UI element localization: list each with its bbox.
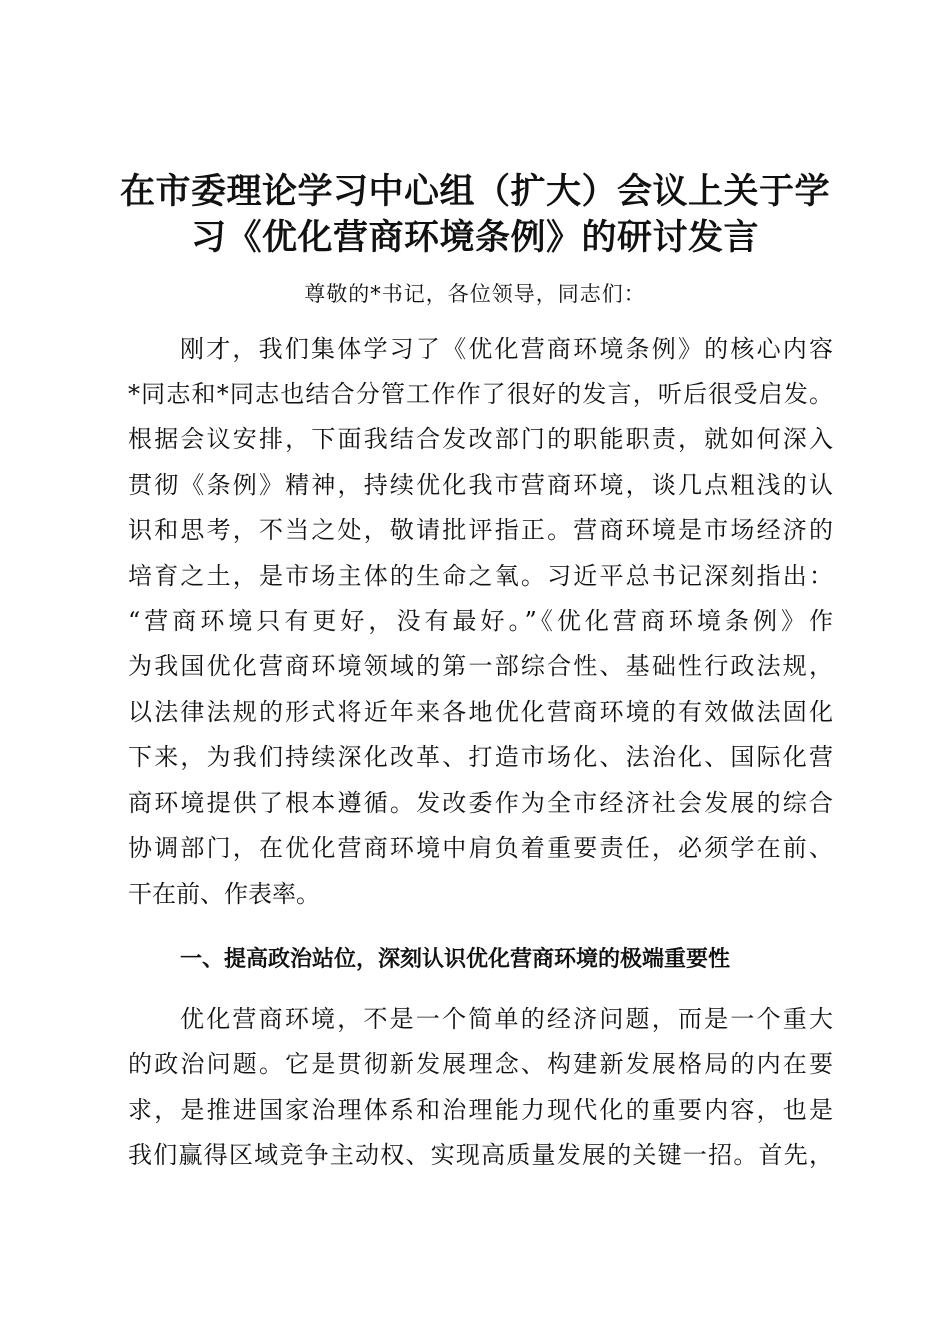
paragraph-line: 求，是推进国家治理体系和治理能力现代化的重要内容，也是: [128, 1096, 833, 1124]
section-heading-1: 一、提高政治站位，深刻认识优化营商环境的极端重要性: [180, 947, 731, 972]
paragraph-line: “营商环境只有更好，没有最好。”《优化营商环境条例》作: [128, 607, 833, 635]
paragraph-line: 贯彻《条例》精神，持续优化我市营商环境，谈几点粗浅的认: [128, 471, 833, 499]
document-title-line-1: 在市委理论学习中心组（扩大）会议上关于学: [119, 171, 830, 212]
document-title-line-2: 习《优化营商环境条例》的研讨发言: [190, 217, 759, 258]
paragraph-1: [128, 334, 833, 934]
paragraph-line: 刚才，我们集体学习了《优化营商环境条例》的核心内容: [180, 335, 833, 363]
paragraph-line: 为我国优化营商环境领域的第一部综合性、基础性行政法规，: [128, 652, 833, 680]
paragraph-line: 商环境提供了根本遵循。发改委作为全市经济社会发展的综合: [128, 789, 833, 817]
paragraph-line: 协调部门，在优化营商环境中肩负着重要责任，必须学在前、: [128, 834, 833, 862]
paragraph-line: *同志和*同志也结合分管工作作了很好的发言，听后很受启发。: [128, 380, 833, 408]
paragraph-line: 下来，为我们持续深化改革、打造市场化、法治化、国际化营: [128, 743, 833, 771]
paragraph-line: 以法律法规的形式将近年来各地优化营商环境的有效做法固化: [128, 698, 833, 726]
paragraph-line: 培育之土，是市场主体的生命之氧。习近平总书记深刻指出：: [128, 562, 833, 590]
salutation: 尊敬的*书记，各位领导，同志们：: [304, 282, 646, 306]
paragraph-line: 我们赢得区域竞争主动权、实现高质量发展的关键一招。首先，: [128, 1141, 833, 1169]
paragraph-line: 根据会议安排，下面我结合发改部门的职能职责，就如何深入: [128, 425, 833, 453]
paragraph-line: 干在前、作表率。: [128, 880, 320, 908]
paragraph-line: 优化营商环境，不是一个简单的经济问题，而是一个重大: [180, 1005, 833, 1033]
paragraph-line: 的政治问题。它是贯彻新发展理念、构建新发展格局的内在要: [128, 1050, 833, 1078]
paragraph-2: [128, 1004, 833, 1204]
paragraph-line: 识和思考，不当之处，敬请批评指正。营商环境是市场经济的: [128, 516, 833, 544]
